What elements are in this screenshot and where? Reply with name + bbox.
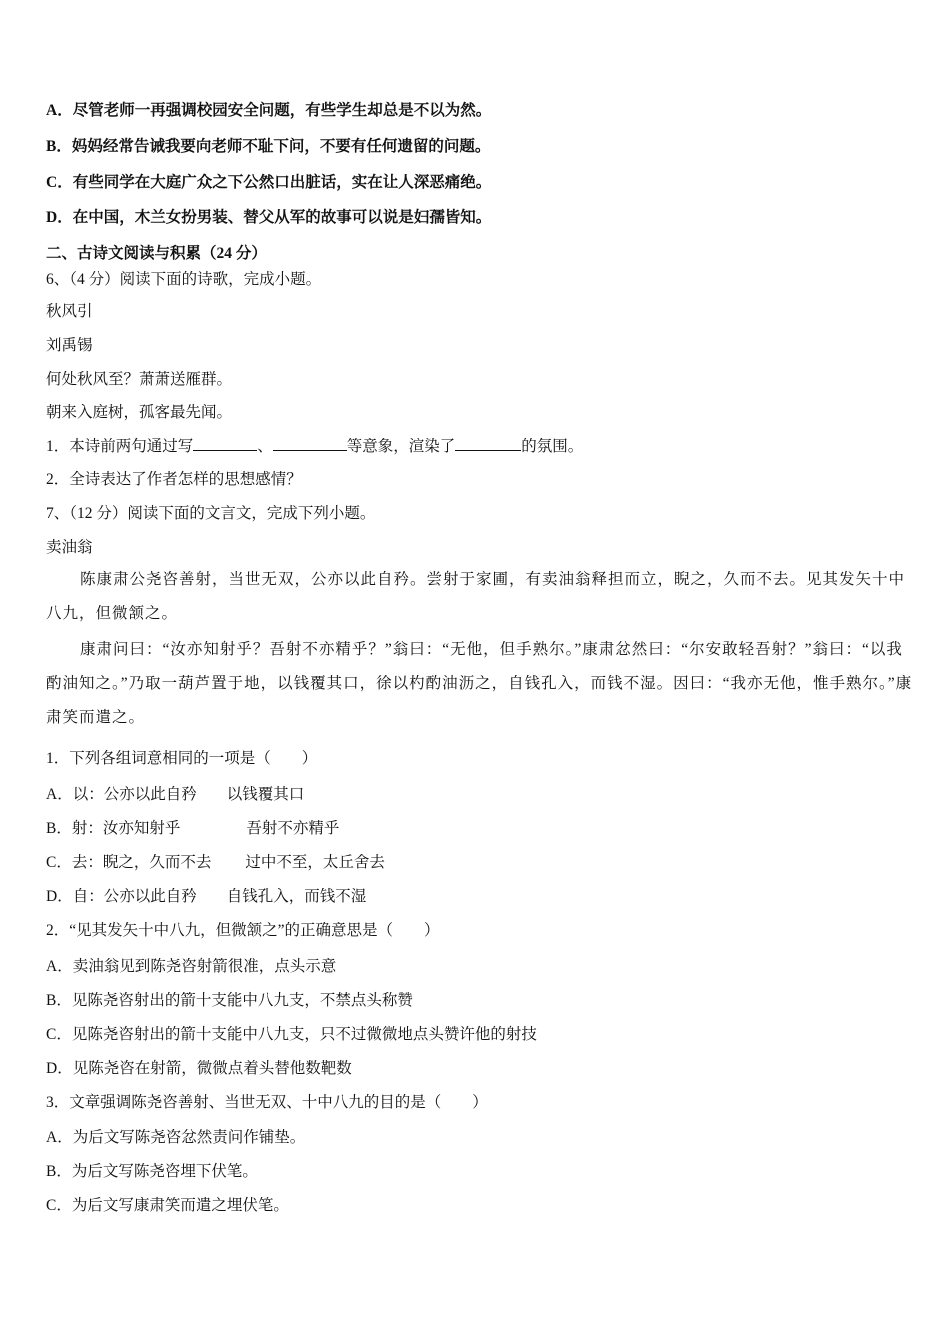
- option-right: 吾射不亦精乎: [246, 820, 340, 837]
- poem-line: 朝来入庭树，孤客最先闻。: [46, 404, 233, 421]
- poem-author: 刘禹锡: [46, 337, 93, 354]
- q7-3-option: C．为后文写康肃笑而遣之埋伏笔。: [46, 1197, 289, 1214]
- option-left: A．以：公亦以此自矜: [46, 786, 197, 803]
- option-right: 自钱孔入，而钱不湿: [226, 888, 367, 905]
- q7-1-option: [46, 887, 366, 907]
- option-a: A．尽管老师一再强调校园安全问题，有些学生却总是不以为然。: [46, 102, 492, 119]
- section-heading: 二、古诗文阅读与积累（24 分）: [46, 245, 267, 262]
- answer-blank[interactable]: [455, 436, 521, 451]
- q7-1-option: [46, 853, 385, 873]
- option-right: 以钱覆其口: [226, 786, 305, 803]
- q6-sub1: [46, 436, 583, 457]
- passage-paragraph: 康肃问曰：“汝亦知射乎？吾射不亦精乎？”翁曰：“无他，但手熟尔。”康肃忿然曰：“尔安敢轻吾射？”翁曰：“以我酌油知之。”乃取一葫芦置于地，以钱覆其口，徐以杓酌油沥之，自钱孔入，而钱不湿。因曰：“我亦无他，惟手熟尔。”康肃笑而遣之。: [46, 641, 913, 726]
- q6-sub1-text: 1．本诗前两句通过写: [46, 438, 194, 455]
- q7-3-stem: 3．文章强调陈尧咨善射、当世无双、十中八九的目的是（ ）: [46, 1094, 488, 1111]
- q7-2-option: C．见陈尧咨射出的箭十支能中八九支，只不过微微地点头赞许他的射技: [46, 1026, 537, 1043]
- q6-sub1-text: 、: [257, 438, 273, 455]
- q7-1-option: [46, 819, 339, 839]
- option-b: B．妈妈经常告诫我要向老师不耻下问，不要有任何遗留的问题。: [46, 138, 491, 155]
- answer-blank[interactable]: [193, 436, 257, 451]
- q7-1-option: [46, 785, 304, 805]
- option-left: B．射：汝亦知射乎: [46, 820, 181, 837]
- q6-sub1-text: 等意象，渲染了: [346, 438, 456, 455]
- q7-1-stem: 1．下列各组词意相同的一项是（ ）: [46, 750, 318, 767]
- q6-sub2: 2．全诗表达了作者怎样的思想感情？: [46, 471, 302, 488]
- q7-3-option: B．为后文写陈尧咨埋下伏笔。: [46, 1163, 258, 1180]
- q7-intro: 7、（12 分）阅读下面的文言文，完成下列小题。: [46, 505, 376, 522]
- poem-title: 秋风引: [46, 303, 93, 320]
- option-right: 过中不至，太丘舍去: [245, 854, 385, 871]
- answer-blank[interactable]: [273, 436, 347, 451]
- q6-intro: 6、（4 分）阅读下面的诗歌，完成小题。: [46, 271, 322, 288]
- option-left: C．去：睨之，久而不去: [46, 854, 212, 871]
- passage-paragraph: 陈康肃公尧咨善射，当世无双，公亦以此自矜。尝射于家圃，有卖油翁释担而立，睨之，久而不去。见其发矢十中八九，但微颔之。: [46, 571, 906, 622]
- q6-sub1-text: 的氛围。: [521, 438, 584, 455]
- option-d: D．在中国，木兰女扮男装、替父从军的故事可以说是妇孺皆知。: [46, 209, 492, 226]
- q7-2-stem: 2．“见其发矢十中八九，但微颔之”的正确意思是（ ）: [46, 922, 440, 939]
- poem-line: 何处秋风至？萧萧送雁群。: [46, 371, 233, 388]
- q7-2-option: B．见陈尧咨射出的箭十支能中八九支，不禁点头称赞: [46, 992, 413, 1009]
- q7-2-option: A．卖油翁见到陈尧咨射箭很准，点头示意: [46, 958, 337, 975]
- q7-3-option: A．为后文写陈尧咨忿然责问作铺垫。: [46, 1129, 306, 1146]
- q7-2-option: D．见陈尧咨在射箭，微微点着头替他数靶数: [46, 1060, 352, 1077]
- passage-title: 卖油翁: [46, 539, 93, 556]
- option-c: C．有些同学在大庭广众之下公然口出脏话，实在让人深恶痛绝。: [46, 174, 492, 191]
- option-left: D．自：公亦以此自矜: [46, 888, 197, 905]
